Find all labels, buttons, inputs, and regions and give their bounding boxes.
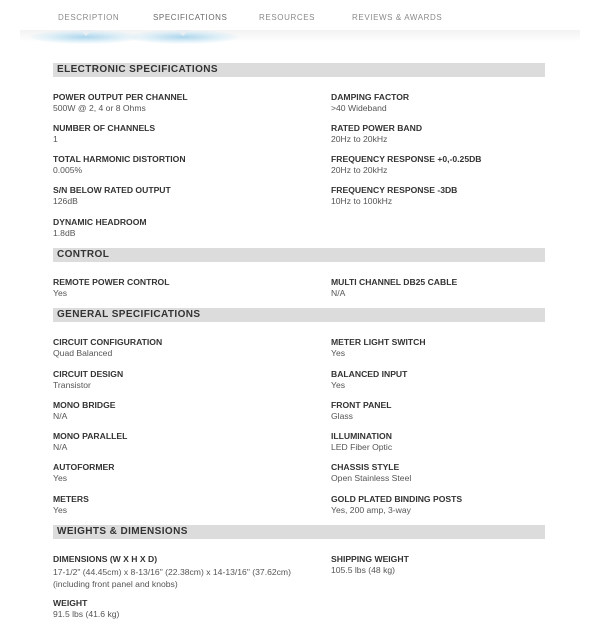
spec-value: Yes, 200 amp, 3-way (331, 505, 411, 515)
tab-notch-description (80, 30, 92, 36)
section-title-control: CONTROL (53, 248, 545, 262)
spec-balanced-input (331, 369, 581, 391)
spec-value: 126dB (53, 196, 78, 206)
spec-label: AUTOFORMER (53, 462, 115, 472)
spec-label: RATED POWER BAND (331, 123, 423, 133)
spec-value: LED Fiber Optic (331, 442, 393, 452)
tab-description[interactable]: DESCRIPTION (58, 13, 120, 22)
spec-value: 105.5 lbs (48 kg) (331, 565, 396, 575)
spec-mono-parallel (53, 431, 303, 453)
spec-circuit-configuration (53, 337, 303, 359)
spec-sn-ratio (53, 185, 303, 207)
spec-label: CHASSIS STYLE (331, 462, 400, 472)
spec-label: FREQUENCY RESPONSE +0,-0.25DB (331, 154, 482, 164)
tab-notch-specifications (177, 30, 189, 36)
spec-label: CIRCUIT DESIGN (53, 369, 124, 379)
spec-value: Glass (331, 411, 353, 421)
spec-label: FRONT PANEL (331, 400, 392, 410)
section-title-electronic: ELECTRONIC SPECIFICATIONS (53, 63, 545, 77)
spec-label: ILLUMINATION (331, 431, 392, 441)
spec-label: MONO BRIDGE (53, 400, 116, 410)
spec-value: Yes (53, 473, 68, 483)
spec-value: 20Hz to 20kHz (331, 165, 388, 175)
spec-autoformer (53, 462, 303, 484)
spec-meters (53, 494, 303, 516)
spec-chassis-style (331, 462, 581, 484)
spec-label: METER LIGHT SWITCH (331, 337, 426, 347)
spec-label: METERS (53, 494, 89, 504)
spec-value: 0.005% (53, 165, 83, 175)
spec-mono-bridge (53, 400, 303, 422)
spec-label: CIRCUIT CONFIGURATION (53, 337, 163, 347)
spec-value: Yes (53, 505, 68, 515)
spec-value: Yes (331, 380, 346, 390)
spec-value: Quad Balanced (53, 348, 113, 358)
spec-label: MULTI CHANNEL DB25 CABLE (331, 277, 458, 287)
spec-number-of-channels (53, 123, 303, 145)
spec-label: WEIGHT (53, 598, 88, 608)
spec-label: REMOTE POWER CONTROL (53, 277, 170, 287)
spec-label: TOTAL HARMONIC DISTORTION (53, 154, 186, 164)
spec-weight (53, 598, 303, 620)
spec-value: N/A (53, 411, 68, 421)
spec-value: >40 Wideband (331, 103, 387, 113)
spec-value: 17-1/2" (44.45cm) x 8-13/16" (22.38cm) x 14-13/16" (37.62cm) (including front panel and knobs) (53, 567, 291, 589)
spec-label: DAMPING FACTOR (331, 92, 410, 102)
spec-label: NUMBER OF CHANNELS (53, 123, 156, 133)
spec-label: BALANCED INPUT (331, 369, 408, 379)
spec-value: 500W @ 2, 4 or 8 Ohms (53, 103, 146, 113)
spec-label: FREQUENCY RESPONSE -3DB (331, 185, 458, 195)
spec-value: N/A (53, 442, 68, 452)
spec-rated-power-band (331, 123, 581, 145)
spec-shipping-weight (331, 554, 581, 576)
spec-value: Open Stainless Steel (331, 473, 412, 483)
spec-value: 1 (53, 134, 58, 144)
spec-frequency-response-025 (331, 154, 581, 176)
spec-db25-cable (331, 277, 581, 299)
spec-label: GOLD PLATED BINDING POSTS (331, 494, 463, 504)
spec-illumination (331, 431, 581, 453)
spec-value: Transistor (53, 380, 91, 390)
spec-value: 10Hz to 100kHz (331, 196, 393, 206)
tab-resources[interactable]: RESOURCES (259, 13, 316, 22)
spec-front-panel (331, 400, 581, 422)
section-title-weights: WEIGHTS & DIMENSIONS (53, 525, 545, 539)
spec-value: Yes (53, 288, 68, 298)
spec-dynamic-headroom (53, 217, 303, 239)
spec-value: N/A (331, 288, 346, 298)
spec-label: SHIPPING WEIGHT (331, 554, 409, 564)
spec-dimensions (53, 554, 303, 590)
spec-label: DIMENSIONS (W X H X D) (53, 554, 158, 564)
spec-circuit-design (53, 369, 303, 391)
spec-value: Yes (331, 348, 346, 358)
spec-label: DYNAMIC HEADROOM (53, 217, 147, 227)
tab-specifications[interactable]: SPECIFICATIONS (153, 13, 228, 22)
tab-bar (0, 0, 600, 42)
spec-frequency-response-3db (331, 185, 581, 207)
spec-value: 91.5 lbs (41.6 kg) (53, 609, 120, 619)
spec-label: MONO PARALLEL (53, 431, 128, 441)
section-title-general: GENERAL SPECIFICATIONS (53, 308, 545, 322)
spec-remote-power-control (53, 277, 303, 299)
spec-thd (53, 154, 303, 176)
spec-value: 20Hz to 20kHz (331, 134, 388, 144)
spec-meter-light-switch (331, 337, 581, 359)
spec-value: 1.8dB (53, 228, 76, 238)
spec-label: S/N BELOW RATED OUTPUT (53, 185, 171, 195)
tab-reviews-awards[interactable]: REVIEWS & AWARDS (352, 13, 443, 22)
spec-binding-posts (331, 494, 581, 516)
spec-label: POWER OUTPUT PER CHANNEL (53, 92, 188, 102)
spec-damping-factor (331, 92, 581, 114)
spec-power-output (53, 92, 303, 114)
